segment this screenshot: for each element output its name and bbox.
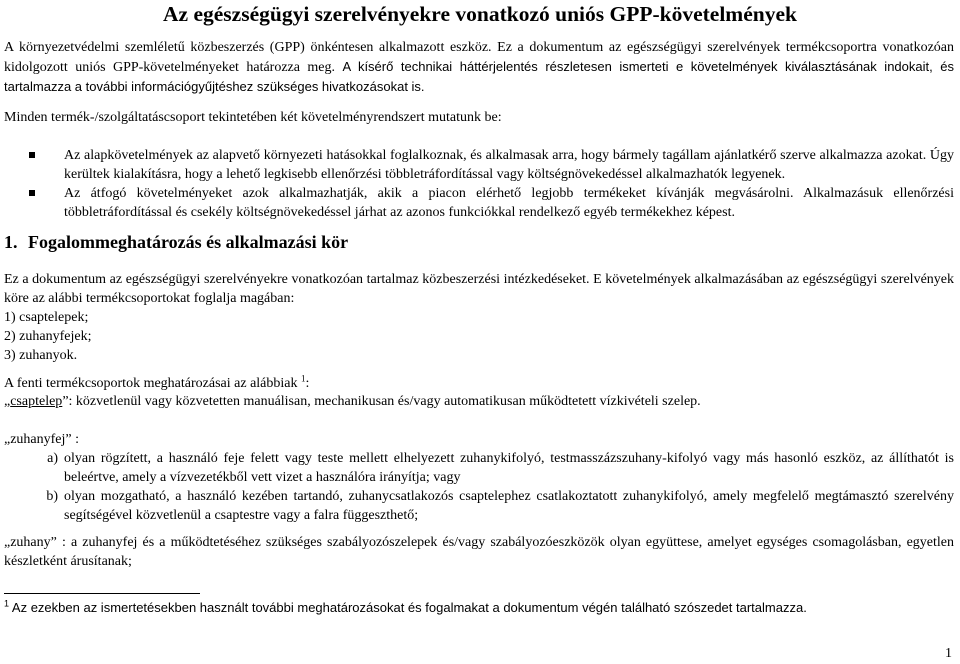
page-title: Az egészségügyi szerelvényekre vonatkozó uniós GPP-követelmények <box>163 2 797 26</box>
bullet-text: Az átfogó követelményeket azok alkalmazhatják, akik a piacon elérhető legjobb termékeket kívánják megvásárolni. Alkalmazásuk ellenőrzési többletráfordítással és csekély költségnövekedéssel járhat az azonos funkciókkal rendelkező egyéb termékekhez képest. <box>64 186 954 220</box>
footnote-mark: 1 <box>4 598 10 609</box>
section-heading <box>4 231 348 253</box>
list-item <box>4 146 954 184</box>
intro-text-small: A kísérő technikai háttérjelentés részletesen ismerteti e követelmények kiválasztásának indokait, és tartalmazza a további információgyűjtéshez szükséges hivatkozásokat is. <box>4 59 954 94</box>
list-item: 2) zuhanyfejek; <box>4 329 92 344</box>
term-csaptelep: csaptelep <box>10 394 63 409</box>
section-title: Fogalommeghatározás és alkalmazási kör <box>28 232 349 252</box>
page-number: 1 <box>945 646 952 661</box>
item-text: olyan rögzített, a használó feje felett vagy teste mellett elhelyezett zuhanykifolyó, testmasszázszuhany-kifolyó vagy más hasonló eszköz, az állíthatót is beleértve, amely a vízvezetékből vett vizet a használóra irányítja; vagy <box>64 451 954 485</box>
list-item: 1) csaptelepek; <box>4 310 89 325</box>
term-zuhanyfej: „zuhanyfej” : <box>4 432 80 447</box>
definitions-intro-text: A fenti termékcsoportok meghatározásai az alábbiak <box>4 376 298 391</box>
colon: : <box>305 376 310 391</box>
section-number: 1. <box>4 232 18 252</box>
definition-zuhanyfej-a <box>4 449 954 487</box>
criteria-intro: Minden termék-/szolgáltatáscsoport tekintetében két követelményrendszert mutatunk be: <box>4 110 502 125</box>
item-label: a) <box>47 451 58 466</box>
item-label: b) <box>46 489 58 504</box>
footnote-ref: 1 <box>301 373 306 384</box>
footnote <box>4 598 954 617</box>
item-text: olyan mozgatható, a használó kezében tartandó, zuhanycsatlakozós csaptelephez csatlakoztatott zuhanykifolyó, amely megfelelő megtámasztó szerelvény segítségével közvetlenül a csaptestre vagy a falra függeszthető; <box>64 489 954 523</box>
product-group-list <box>4 308 954 365</box>
definition-zuhany: „zuhany” : a zuhanyfej és a működtetéséhez szükséges szabályozószelepek és/vagy szabályozóeszközök olyan együttese, amelyet egységes csomagolásban, egyetlen készletként árusítanak; <box>4 535 954 569</box>
bullet-text: Az alapkövetelmények az alapvető környezeti hatásokkal foglalkoznak, és alkalmasak arra, hogy bármely tagállam ajánlatkérő szerve alkalmazza azokat. Úgy kerültek kialakításra, hogy a lehető legkisebb ellenőrzési többletráfordítással vagy költségnövekedéssel alkalmazhatók legyenek. <box>64 148 954 182</box>
intro-paragraph <box>4 38 954 97</box>
list-item <box>4 184 954 222</box>
criteria-list <box>4 146 954 222</box>
list-item: 3) zuhanyok. <box>4 348 78 363</box>
scope-paragraph: Ez a dokumentum az egészségügyi szerelvényekre vonatkozóan tartalmaz közbeszerzési intézkedéseket. E követelmények alkalmazásában az egészségügyi szerelvények köre az alábbi termékcsoportokat foglalja magában: <box>4 272 954 306</box>
quote-mark: „ <box>4 394 11 409</box>
definition-csaptelep <box>4 392 954 411</box>
definitions-intro <box>4 374 954 393</box>
definition-zuhanyfej-b <box>4 487 954 525</box>
intro-text: A környezetvédelmi szemléletű közbeszerzés (GPP) önkéntesen alkalmazott eszköz. Ez a dokumentum az egészségügyi szerelvények termékcsoportra vonatkozóan kidolgozott uniós GPP-követelményeket határozza meg. <box>4 40 954 75</box>
square-bullet-icon <box>29 190 35 196</box>
definition-text: ”: közvetlenül vagy közvetetten manuálisan, mechanikusan és/vagy automatikusan működtetett vízkivételi szelep. <box>62 394 701 409</box>
footnote-text: Az ezekben az ismertetésekben használt további meghatározásokat és fogalmakat a dokumentum végén található szószedet tartalmazza. <box>11 600 807 615</box>
footnote-divider <box>4 593 200 594</box>
square-bullet-icon <box>29 152 35 158</box>
